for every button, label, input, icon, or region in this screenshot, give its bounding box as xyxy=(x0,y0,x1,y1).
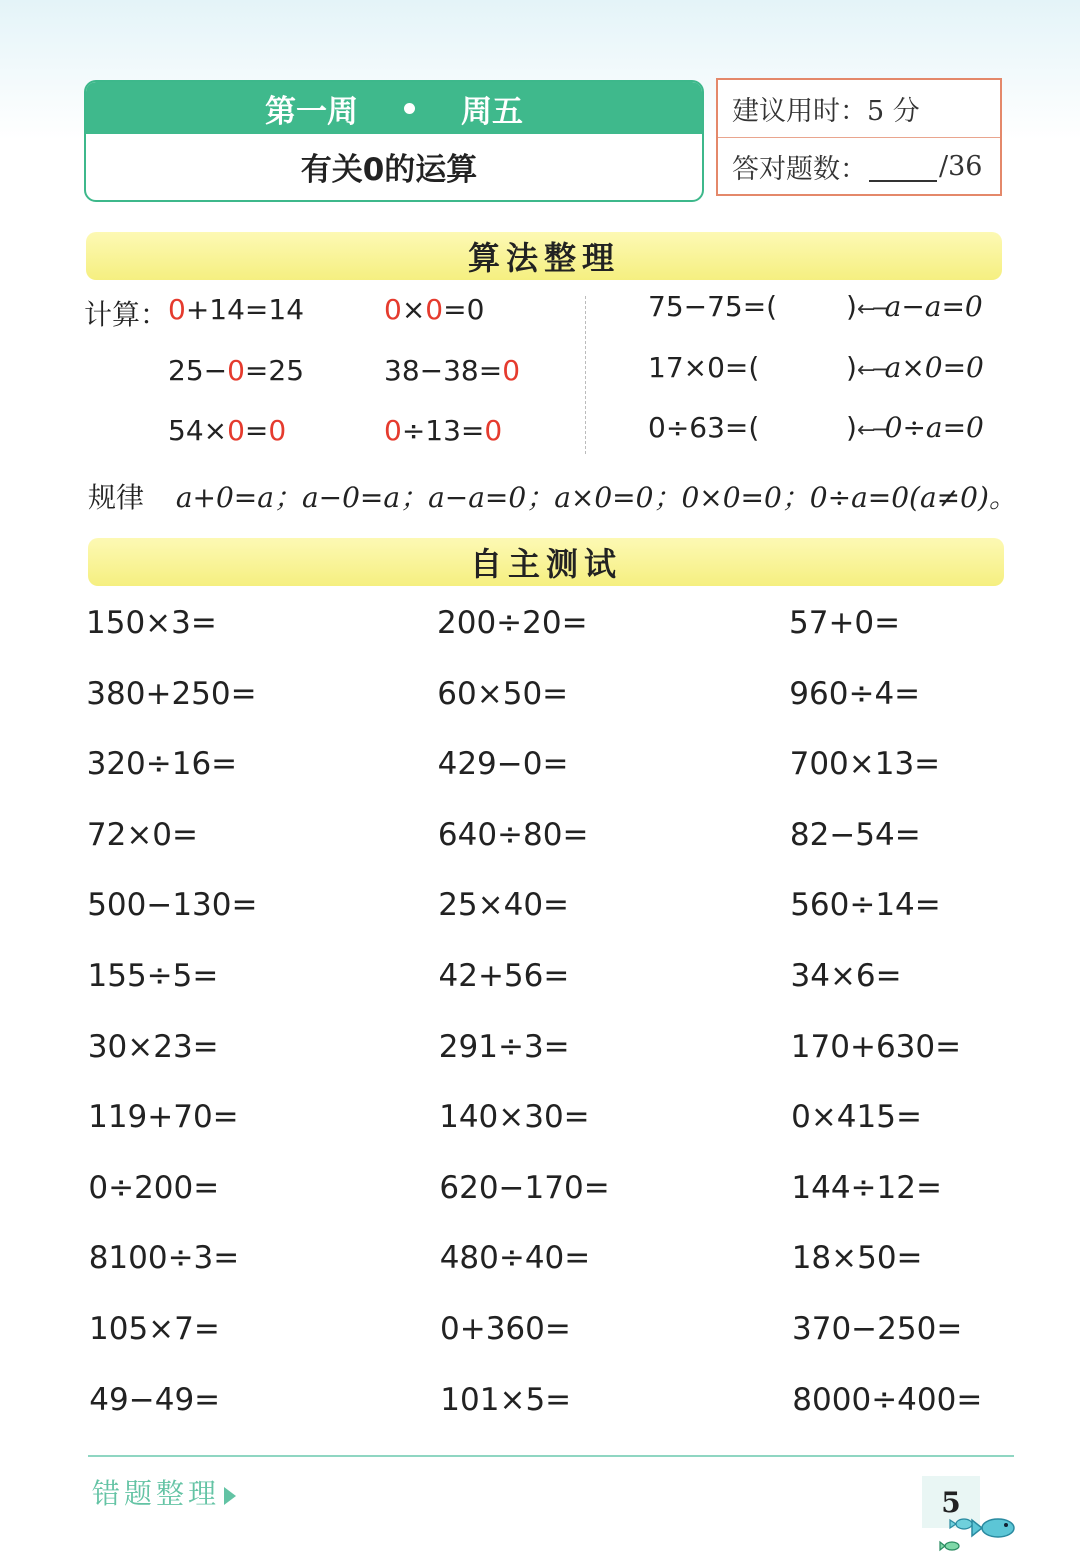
practice-problem: 429−0= xyxy=(437,746,569,783)
practice-problem: 18×50= xyxy=(791,1240,923,1277)
practice-problem: 105×7= xyxy=(89,1311,220,1347)
arrow-left-icon: ←─ xyxy=(856,358,885,383)
practice-problem: 200÷20= xyxy=(437,605,588,641)
mistake-review-label: 错题整理 xyxy=(92,1477,221,1510)
blank-expr: 0÷63=( xyxy=(648,411,760,444)
score-total: /36 xyxy=(939,151,983,182)
practice-problem: 170+630= xyxy=(790,1028,962,1065)
fish-icon xyxy=(938,1512,1022,1556)
practice-problem: 30×23= xyxy=(87,1028,219,1065)
day-label: 周五 xyxy=(461,93,523,130)
practice-problem: 150×3= xyxy=(86,605,217,641)
practice-problem: 620−170= xyxy=(439,1169,610,1206)
practice-problem: 49−49= xyxy=(89,1381,221,1418)
practice-problem: 500−130= xyxy=(87,887,258,924)
score-row xyxy=(718,137,1000,195)
example-calc: 38−38=0 xyxy=(384,354,521,387)
arrow-left-icon: ←─ xyxy=(856,418,885,443)
practice-problem: 0÷200= xyxy=(88,1169,220,1206)
practice-problem: 380+250= xyxy=(86,675,257,712)
practice-problem: 8100÷3= xyxy=(88,1240,240,1277)
practice-problem: 82−54= xyxy=(789,816,921,853)
practice-problem: 700×13= xyxy=(789,746,941,783)
example-calc: 0÷13=0 xyxy=(384,414,503,447)
practice-problem: 8000÷400= xyxy=(792,1381,983,1418)
section-banner-test: 自主测试 xyxy=(88,538,1004,586)
practice-problem: 155÷5= xyxy=(87,958,219,994)
blank-rule: )←─0÷a=0 xyxy=(846,411,984,444)
practice-problem: 72×0= xyxy=(86,816,199,853)
page-number: 5 xyxy=(922,1476,980,1528)
rule-summary xyxy=(88,476,1017,516)
rule-text: a+0=a；a−0=a；a−a=0；a×0=0；0×0=0；0÷a=0(a≠0)。 xyxy=(175,481,1017,514)
practice-problem: 960÷4= xyxy=(789,675,921,712)
example-calc: 0×0=0 xyxy=(384,293,485,326)
practice-problem: 370−250= xyxy=(792,1311,963,1347)
mistake-review xyxy=(92,1472,236,1512)
practice-problem: 560÷14= xyxy=(790,887,941,924)
blank-expr: 17×0=( xyxy=(648,351,760,384)
triangle-right-icon xyxy=(224,1487,236,1505)
practice-problem: 480÷40= xyxy=(439,1240,591,1277)
practice-problem: 25×40= xyxy=(438,887,570,924)
bullet-dot xyxy=(404,103,415,114)
blank-expr: 75−75=( xyxy=(648,290,778,323)
blank-rule: )←─a−a=0 xyxy=(846,290,983,323)
footer-divider xyxy=(88,1455,1014,1457)
practice-problem: 60×50= xyxy=(437,675,569,712)
suggested-time: 建议用时：5 分 xyxy=(732,96,920,127)
practice-problem: 640÷80= xyxy=(437,816,589,853)
blank-rule: )←─a×0=0 xyxy=(846,351,984,384)
info-box xyxy=(716,78,1002,196)
score-blank[interactable] xyxy=(869,152,937,182)
score-label: 答对题数： xyxy=(732,154,867,185)
practice-problem: 144÷12= xyxy=(791,1169,942,1206)
lesson-header xyxy=(84,80,704,202)
week-day-band xyxy=(86,82,702,134)
calc-label: 计算： xyxy=(84,298,169,331)
lesson-topic: 有关0的运算 xyxy=(300,151,478,188)
practice-problem: 0×415= xyxy=(791,1099,922,1136)
dashed-divider xyxy=(585,296,586,454)
week-label: 第一周 xyxy=(265,93,358,130)
practice-problem: 140×30= xyxy=(439,1099,590,1136)
practice-problem: 119+70= xyxy=(88,1099,239,1136)
practice-problem: 291÷3= xyxy=(438,1028,570,1065)
example-calc: 54×0=0 xyxy=(168,414,287,447)
practice-problem: 42+56= xyxy=(438,958,570,994)
practice-problem: 320÷16= xyxy=(86,746,238,783)
practice-problem: 57+0= xyxy=(789,605,901,641)
example-calc: 25−0=25 xyxy=(168,354,305,387)
example-calc: 0+14=14 xyxy=(168,293,305,326)
practice-problem: 101×5= xyxy=(440,1381,572,1418)
rule-label: 规律 xyxy=(88,481,145,514)
section-banner-method: 算法整理 xyxy=(86,232,1002,280)
practice-problem: 34×6= xyxy=(790,958,902,994)
arrow-left-icon: ←─ xyxy=(856,297,885,322)
practice-problem: 0+360= xyxy=(440,1311,571,1347)
